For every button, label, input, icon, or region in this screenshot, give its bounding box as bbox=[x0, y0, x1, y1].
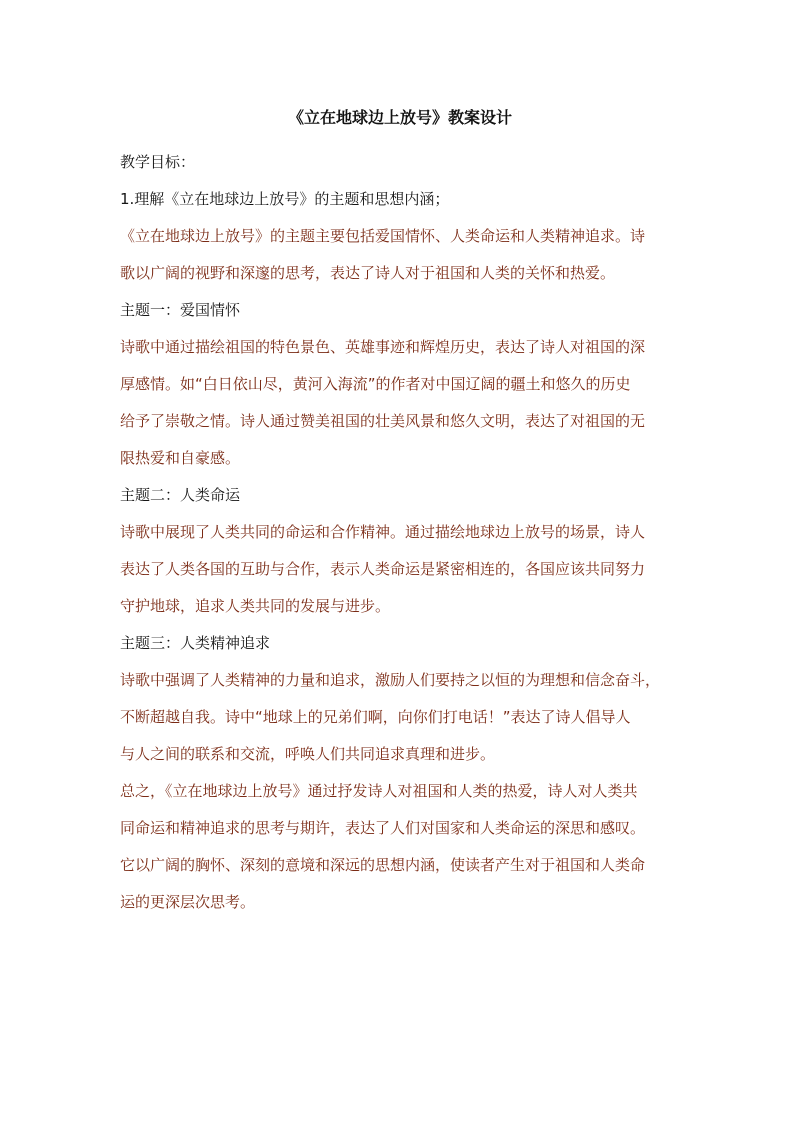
text-line: 诗歌中强调了人类精神的力量和追求，激励人们要持之以恒的为理想和信念奋斗， bbox=[120, 671, 661, 689]
text-line: 主题一：爱国情怀 bbox=[120, 301, 241, 319]
text-line: 运的更深层次思考。 bbox=[120, 893, 256, 911]
text-line: 1.理解《立在地球边上放号》的主题和思想内涵； bbox=[120, 190, 450, 208]
text-line: 与人之间的联系和交流，呼唤人们共同追求真理和进步。 bbox=[120, 745, 496, 763]
text-line: 同命运和精神追求的思考与期许，表达了人们对国家和人类命运的深思和感叹。 bbox=[120, 819, 646, 837]
text-line: 它以广阔的胸怀、深刻的意境和深远的思想内涵，使读者产生对于祖国和人类命 bbox=[120, 856, 646, 874]
text-line: 限热爱和自豪感。 bbox=[120, 449, 241, 467]
text-line: 教学目标： bbox=[120, 153, 196, 171]
text-line: 歌以广阔的视野和深邃的思考，表达了诗人对于祖国和人类的关怀和热爱。 bbox=[120, 264, 616, 282]
document-title: 《立在地球边上放号》教案设计 bbox=[287, 108, 512, 127]
text-line: 主题二：人类命运 bbox=[120, 486, 241, 504]
text-line: 总之，《立在地球边上放号》通过抒发诗人对祖国和人类的热爱，诗人对人类共 bbox=[120, 782, 638, 800]
text-line: 主题三：人类精神追求 bbox=[120, 634, 271, 652]
document-body bbox=[120, 104, 680, 921]
text-line: 表达了人类各国的互助与合作，表示人类命运是紧密相连的，各国应该共同努力 bbox=[120, 560, 646, 578]
text-line: 不断超越自我。诗中“地球上的兄弟们啊，向你们打电话！”表达了诗人倡导人 bbox=[120, 708, 631, 726]
text-line: 给予了崇敬之情。诗人通过赞美祖国的壮美风景和悠久文明，表达了对祖国的无 bbox=[120, 412, 646, 430]
text-line: 诗歌中通过描绘祖国的特色景色、英雄事迹和辉煌历史，表达了诗人对祖国的深 bbox=[120, 338, 646, 356]
text-line: 厚感情。如“白日依山尽，黄河入海流”的作者对中国辽阔的疆土和悠久的历史 bbox=[120, 375, 631, 393]
text-line: 守护地球，追求人类共同的发展与进步。 bbox=[120, 597, 391, 615]
text-line: 诗歌中展现了人类共同的命运和合作精神。通过描绘地球边上放号的场景，诗人 bbox=[120, 523, 646, 541]
text-line: 《立在地球边上放号》的主题主要包括爱国情怀、人类命运和人类精神追求。诗 bbox=[120, 227, 646, 245]
